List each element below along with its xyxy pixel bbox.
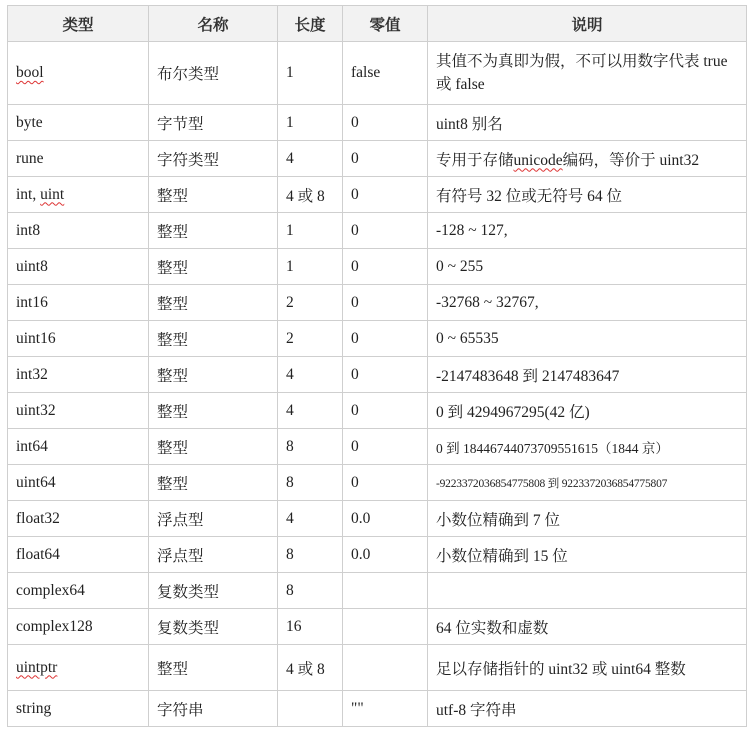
type-cell: byte xyxy=(8,105,149,141)
name-cell: 整型 xyxy=(149,177,278,213)
desc-cell: 0 ~ 255 xyxy=(428,249,747,285)
desc-cell xyxy=(428,141,747,177)
desc-cell: utf-8 字符串 xyxy=(428,691,747,727)
table-row xyxy=(8,429,747,465)
desc-cell: 0 到 4294967295(42 亿) xyxy=(428,393,747,429)
type-cell: uint64 xyxy=(8,465,149,501)
desc-cell: 有符号 32 位或无符号 64 位 xyxy=(428,177,747,213)
desc-cell: 0 ~ 65535 xyxy=(428,321,747,357)
table-row xyxy=(8,609,747,645)
length-cell: 2 xyxy=(278,285,343,321)
type-text-uint: uint xyxy=(40,185,65,203)
length-cell: 2 xyxy=(278,321,343,357)
zero-cell: false xyxy=(343,42,428,105)
zero-cell xyxy=(343,573,428,609)
name-cell: 整型 xyxy=(149,429,278,465)
type-cell: int32 xyxy=(8,357,149,393)
type-cell: int64 xyxy=(8,429,149,465)
name-cell: 整型 xyxy=(149,321,278,357)
zero-cell: "" xyxy=(343,691,428,727)
length-cell: 8 xyxy=(278,465,343,501)
table-row xyxy=(8,105,747,141)
length-cell: 1 xyxy=(278,105,343,141)
table-row xyxy=(8,573,747,609)
name-cell: 字符类型 xyxy=(149,141,278,177)
desc-cell: -9223372036854775808 到 9223372036854775807 xyxy=(428,465,747,501)
name-cell: 整型 xyxy=(149,465,278,501)
table-row xyxy=(8,537,747,573)
type-text-int: int, xyxy=(16,185,41,203)
desc-text-post: 编码，等价于 uint32 xyxy=(562,151,700,169)
type-cell: float64 xyxy=(8,537,149,573)
length-cell: 4 或 8 xyxy=(278,177,343,213)
table-row xyxy=(8,42,747,105)
length-cell: 4 xyxy=(278,501,343,537)
length-cell: 1 xyxy=(278,213,343,249)
zero-cell: 0 xyxy=(343,321,428,357)
zero-cell: 0 xyxy=(343,357,428,393)
name-cell: 字符串 xyxy=(149,691,278,727)
header-length: 长度 xyxy=(278,6,343,42)
type-cell: uint8 xyxy=(8,249,149,285)
header-type: 类型 xyxy=(8,6,149,42)
length-cell: 1 xyxy=(278,42,343,105)
name-cell: 整型 xyxy=(149,249,278,285)
desc-cell: 其值不为真即为假，不可以用数字代表 true 或 false xyxy=(428,42,747,105)
length-cell: 1 xyxy=(278,249,343,285)
zero-cell xyxy=(343,609,428,645)
zero-cell: 0 xyxy=(343,429,428,465)
zero-cell: 0 xyxy=(343,393,428,429)
name-cell: 布尔类型 xyxy=(149,42,278,105)
table-row xyxy=(8,501,747,537)
type-cell: float32 xyxy=(8,501,149,537)
name-cell: 整型 xyxy=(149,213,278,249)
desc-text-pre: 专用于存储 xyxy=(436,151,514,169)
header-zero: 零值 xyxy=(343,6,428,42)
type-cell xyxy=(8,177,149,213)
name-cell: 浮点型 xyxy=(149,501,278,537)
desc-cell: 小数位精确到 7 位 xyxy=(428,501,747,537)
name-cell: 整型 xyxy=(149,645,278,691)
type-text: uintptr xyxy=(16,658,58,676)
zero-cell: 0 xyxy=(343,105,428,141)
table-row xyxy=(8,213,747,249)
desc-cell: uint8 别名 xyxy=(428,105,747,141)
type-text: bool xyxy=(16,64,44,81)
length-cell xyxy=(278,691,343,727)
zero-cell: 0 xyxy=(343,249,428,285)
desc-text-unicode: unicode xyxy=(513,151,563,169)
name-cell: 整型 xyxy=(149,357,278,393)
name-cell: 整型 xyxy=(149,393,278,429)
header-desc: 说明 xyxy=(428,6,747,42)
length-cell: 4 xyxy=(278,141,343,177)
length-cell: 4 xyxy=(278,357,343,393)
table-row xyxy=(8,645,747,691)
type-cell: complex128 xyxy=(8,609,149,645)
table-row xyxy=(8,357,747,393)
name-cell: 整型 xyxy=(149,285,278,321)
desc-cell: 小数位精确到 15 位 xyxy=(428,537,747,573)
desc-cell: 足以存储指针的 uint32 或 uint64 整数 xyxy=(428,645,747,691)
desc-cell: 0 到 18446744073709551615（1844 京） xyxy=(428,429,747,465)
desc-cell: -128 ~ 127, xyxy=(428,213,747,249)
desc-cell: 64 位实数和虚数 xyxy=(428,609,747,645)
zero-cell: 0 xyxy=(343,465,428,501)
table-row xyxy=(8,177,747,213)
zero-cell: 0 xyxy=(343,285,428,321)
length-cell: 8 xyxy=(278,537,343,573)
length-cell: 8 xyxy=(278,429,343,465)
header-row xyxy=(8,6,747,42)
type-cell xyxy=(8,645,149,691)
type-cell: string xyxy=(8,691,149,727)
table-row xyxy=(8,285,747,321)
table-row xyxy=(8,141,747,177)
type-cell xyxy=(8,42,149,105)
desc-cell xyxy=(428,573,747,609)
table-row xyxy=(8,691,747,727)
table-row xyxy=(8,321,747,357)
type-cell: int8 xyxy=(8,213,149,249)
zero-cell: 0.0 xyxy=(343,501,428,537)
zero-cell xyxy=(343,645,428,691)
table-row xyxy=(8,249,747,285)
table-row xyxy=(8,393,747,429)
desc-cell: -2147483648 到 2147483647 xyxy=(428,357,747,393)
length-cell: 4 xyxy=(278,393,343,429)
length-cell: 4 或 8 xyxy=(278,645,343,691)
table-row xyxy=(8,465,747,501)
desc-cell: -32768 ~ 32767, xyxy=(428,285,747,321)
go-types-table xyxy=(7,5,747,727)
type-cell: uint16 xyxy=(8,321,149,357)
header-name: 名称 xyxy=(149,6,278,42)
length-cell: 8 xyxy=(278,573,343,609)
zero-cell: 0 xyxy=(343,141,428,177)
zero-cell: 0.0 xyxy=(343,537,428,573)
type-cell: complex64 xyxy=(8,573,149,609)
name-cell: 复数类型 xyxy=(149,609,278,645)
zero-cell: 0 xyxy=(343,213,428,249)
type-cell: uint32 xyxy=(8,393,149,429)
name-cell: 复数类型 xyxy=(149,573,278,609)
length-cell: 16 xyxy=(278,609,343,645)
type-cell: int16 xyxy=(8,285,149,321)
type-cell: rune xyxy=(8,141,149,177)
zero-cell: 0 xyxy=(343,177,428,213)
name-cell: 字节型 xyxy=(149,105,278,141)
name-cell: 浮点型 xyxy=(149,537,278,573)
